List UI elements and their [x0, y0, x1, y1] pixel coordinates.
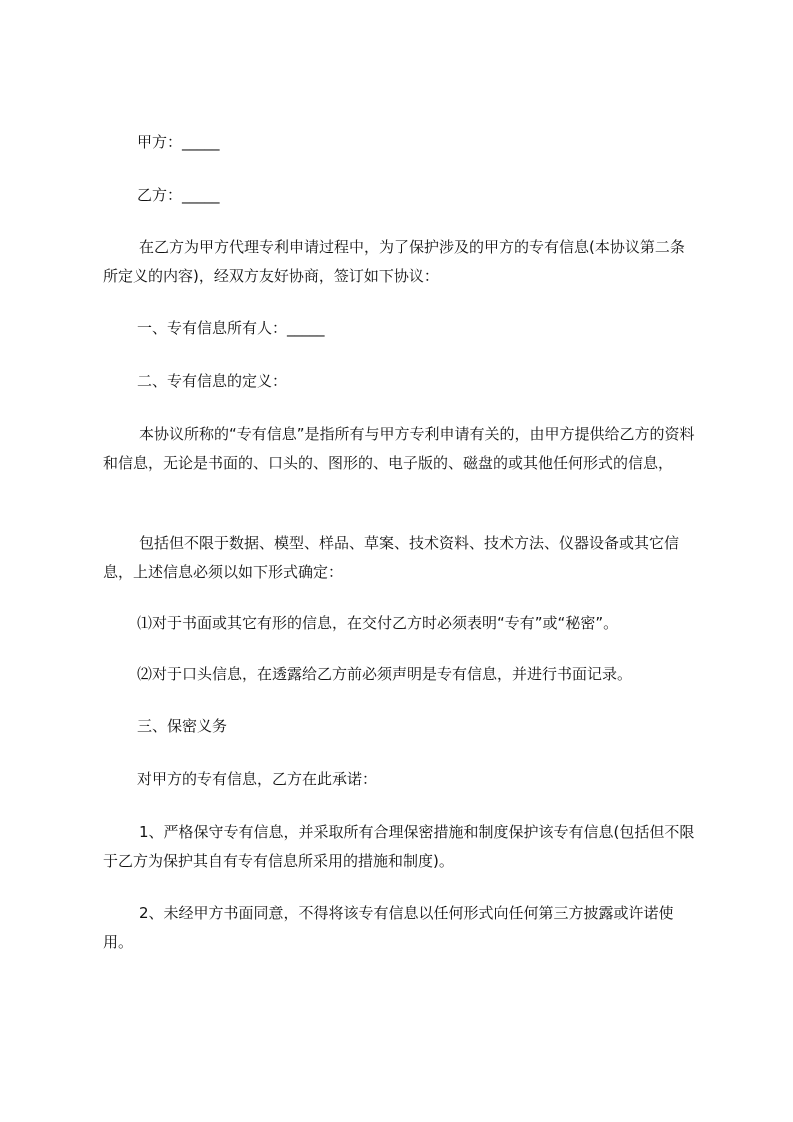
form-item-1: ⑴对于书面或其它有形的信息，在交付乙方时必须表明“专有”或“秘密”。 [137, 614, 619, 632]
obligation-item-1: 1、严格保守专有信息，并采取所有合理保密措施和制度保护该专有信息(包括但不限于乙方为保护其自有专有信息所采用的措施和制度)。 [103, 823, 695, 870]
obligation-item-2: 2、未经甲方书面同意，不得将该专有信息以任何形式向任何第三方披露或许诺使用。 [103, 904, 674, 951]
intro-paragraph: 在乙方为甲方代理专利申请过程中，为了保护涉及的甲方的专有信息(本协议第二条所定义的内容)，经双方友好协商，签订如下协议： [103, 238, 685, 285]
party-b-line: 乙方：_____ [137, 186, 220, 204]
section-1-heading: 一、专有信息所有人：_____ [137, 319, 325, 337]
form-item-2: ⑵对于口头信息，在透露给乙方前必须声明是专有信息，并进行书面记录。 [137, 665, 633, 683]
definition-paragraph-2: 包括但不限于数据、模型、样品、草案、技术资料、技术方法、仪器设备或其它信息，上述信息必须以如下形式确定： [103, 534, 680, 581]
obligation-intro: 对甲方的专有信息，乙方在此承诺： [137, 770, 378, 788]
party-a-line: 甲方：_____ [137, 133, 220, 151]
section-2-heading: 二、专有信息的定义： [137, 372, 288, 390]
definition-paragraph-1: 本协议所称的“专有信息”是指所有与甲方专利申请有关的，由甲方提供给乙方的资料和信息，无论是书面的、口头的、图形的、电子版的、磁盘的或其他任何形式的信息， [103, 425, 695, 472]
section-3-heading: 三、保密义务 [137, 717, 228, 735]
